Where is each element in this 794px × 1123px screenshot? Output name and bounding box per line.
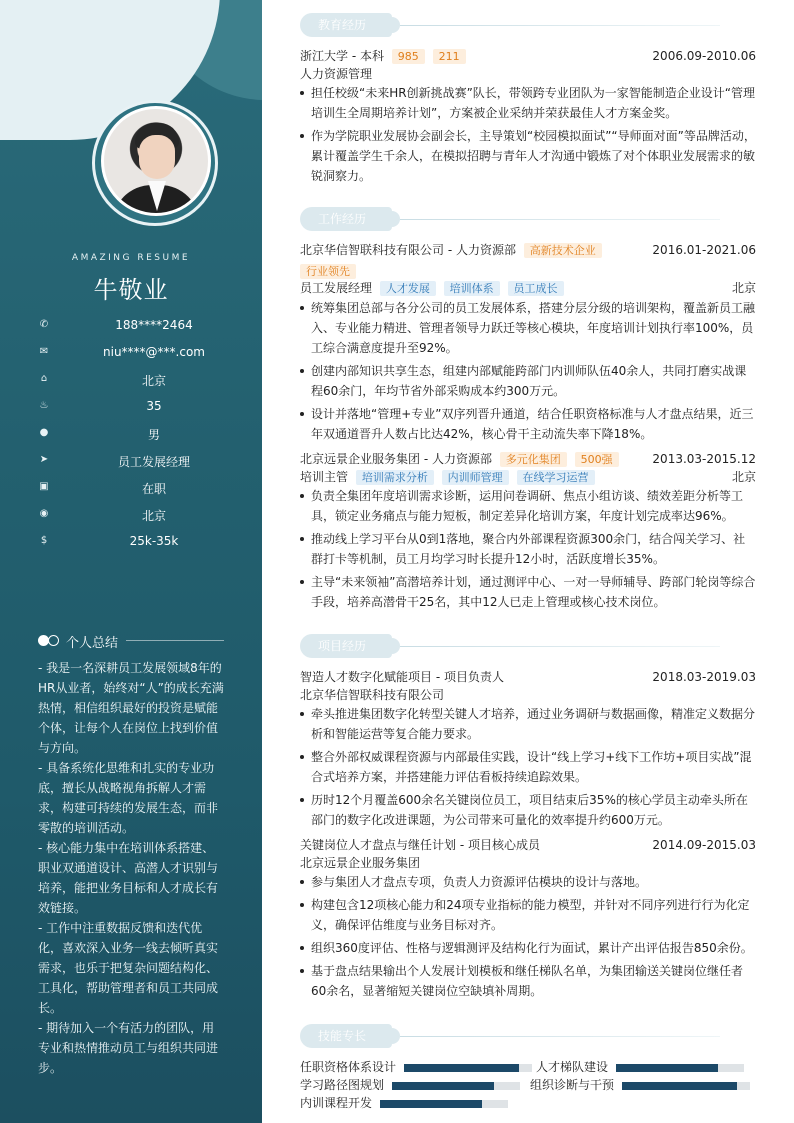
section-rule: [400, 1036, 720, 1037]
skill-bar-fill: [622, 1082, 737, 1090]
phone-value: 188****2464: [115, 318, 193, 332]
work-role-line: [300, 468, 756, 486]
home-icon: ⌂: [40, 373, 48, 384]
tag-badge: 培训需求分析: [356, 470, 434, 485]
project-title: 智造人才数字化赋能项目 - 项目负责人: [300, 670, 504, 684]
project-header: [300, 836, 756, 854]
role-title: 培训主管: [300, 470, 349, 484]
skill-name: 内训课程开发: [300, 1096, 373, 1110]
skill-item: [536, 1058, 608, 1076]
bullet-item: 牵头推进集团数字化转型关键人才培养，通过业务调研与数据画像，精准定义数据分析和智能运营等复合能力要求。: [300, 704, 756, 744]
work-period: 2016.01-2021.06: [652, 243, 756, 257]
project-header: [300, 668, 756, 686]
skill-name: 组织诊断与干预: [530, 1078, 615, 1092]
divider: [126, 640, 224, 641]
bullet-item: 统筹集团总部与各分公司的员工发展体系，搭建分层分级的培训架构，覆盖新员工融入、专业能力精进、管理者领导力跃迁等核心模块，年度培训计划执行率100%，员工综合满意度提升至92%。: [300, 298, 756, 358]
summary-title: 个人总结: [66, 636, 119, 651]
project-org-line: [300, 854, 756, 872]
work-period: 2013.03-2015.12: [652, 452, 756, 466]
work-city: 北京: [731, 470, 756, 484]
section-knob: [384, 17, 400, 33]
tag-badge: 在线学习运营: [517, 470, 595, 485]
position-value: 员工发展经理: [117, 455, 190, 469]
tag-badge: 员工成长: [508, 281, 564, 296]
skill-name: 人才梯队建设: [536, 1060, 609, 1074]
gender-value: 男: [147, 428, 160, 442]
info-row-email: [0, 343, 262, 370]
project-period: 2014.09-2015.03: [652, 838, 756, 852]
skill-bar: [404, 1064, 532, 1072]
education-period: 2006.09-2010.06: [652, 49, 756, 63]
section-knob: [384, 1028, 400, 1044]
candidate-name: 牛敬业: [93, 276, 169, 304]
bullet-item: 参与集团人才盘点专项，负责人力资源评估模块的设计与落地。: [300, 872, 756, 892]
email-value: niu****@***.com: [103, 345, 205, 359]
role-title: 员工发展经理: [300, 281, 373, 295]
bullet-item: 担任校级“未来HR创新挑战赛”队长，带领跨专业团队为一家智能制造企业设计“管理培训生全周期培养计划”，方案被企业采纳并荣获最佳人才方案金奖。: [300, 83, 756, 123]
section-heading-education: [300, 11, 720, 39]
email-icon: ✉: [39, 346, 49, 357]
work-header: [300, 241, 756, 259]
tag-badge: 培训体系: [444, 281, 500, 296]
project-org: 北京远景企业服务集团: [300, 856, 421, 870]
briefcase-icon: ▣: [39, 481, 49, 492]
avatar: [101, 106, 211, 216]
bullet-item: 推动线上学习平台从0到1落地，聚合内外部课程资源300余门，结合闯关学习、社群打卡等机制，员工月均学习时长提升12小时，活跃度增长35%。: [300, 529, 756, 569]
skill-bar: [616, 1064, 744, 1072]
section-title: 技能专长: [318, 1029, 367, 1043]
work-role-line: [300, 279, 756, 297]
company-name: 北京远景企业服务集团 - 人力资源部: [300, 452, 492, 466]
skill-item: [300, 1094, 372, 1112]
send-icon: ➤: [39, 454, 49, 465]
summary-paragraph: - 期待加入一个有活力的团队，用专业和热情推动员工与组织共同进步。: [38, 1021, 219, 1075]
work-company-line: [300, 450, 619, 468]
education-school-line: [300, 47, 466, 65]
skill-name: 学习路径图规划: [300, 1078, 385, 1092]
contact-info-list: [0, 316, 262, 559]
section-pill: [300, 634, 392, 658]
salary-value: 25k-35k: [129, 534, 179, 548]
info-row-position: [0, 451, 262, 478]
summary-dots-icon: [38, 635, 60, 647]
resume-tagline: AMAZING RESUME: [71, 253, 191, 263]
section-knob: [384, 638, 400, 654]
education-major-line: [300, 65, 756, 83]
section-title: 教育经历: [318, 18, 367, 32]
summary-paragraph: - 我是一名深耕员工发展领域8年的HR从业者，始终对“人”的成长充满热情，相信组织最好的投资是赋能个体，让每个人在岗位上找到价值与方向。: [38, 661, 224, 755]
skill-item: [300, 1076, 384, 1094]
location-icon: ◉: [39, 508, 49, 519]
skill-bar-fill: [380, 1100, 482, 1108]
skill-bar: [392, 1082, 520, 1090]
bullet-item: 整合外部权威课程资源与内部最佳实践，设计“线上学习+线下工作坊+项目实战”混合式培养方案，并搭建能力评估看板持续追踪效果。: [300, 747, 756, 787]
salary-icon: $: [40, 535, 48, 546]
bullet-item: 作为学院职业发展协会副会长，主导策划“校园模拟面试”“导师面对面”等品牌活动，累计覆盖学生千余人，在模拟招聘与青年人才沟通中锻炼了对个体职业发展需求的敏锐洞察力。: [300, 126, 756, 186]
skill-bar-fill: [392, 1082, 494, 1090]
cake-icon: ♨: [39, 400, 49, 411]
work-company-line: [300, 241, 602, 259]
company-name: 北京华信智联科技有限公司 - 人力资源部: [300, 243, 516, 257]
sidebar: [0, 0, 262, 1123]
education-major: 人力资源管理: [300, 67, 373, 81]
tag-badge: 多元化集团: [500, 452, 567, 467]
education-header: [300, 47, 756, 65]
bullet-item: 设计并落地“管理+专业”双序列晋升通道，结合任职资格标准与人才盘点结果，近三年双通道晋升人数占比达42%，核心骨干主动流失率下降18%。: [300, 404, 756, 444]
section-pill: [300, 207, 392, 231]
section-rule: [400, 219, 720, 220]
section-heading-work: [300, 205, 720, 233]
info-row-location: [0, 505, 262, 532]
section-rule: [400, 646, 720, 647]
work-extra-tags: [300, 262, 756, 280]
section-heading-skills: [300, 1022, 720, 1050]
summary-paragraph: - 具备系统化思维和扎实的专业功底，擅长从战略视角拆解人才需求，构建可持续的发展生态，而非零散的培训活动。: [38, 761, 219, 835]
status-value: 在职: [141, 482, 166, 496]
project-title: 关键岗位人才盘点与继任计划 - 项目核心成员: [300, 838, 540, 852]
skill-item: [530, 1076, 614, 1094]
age-value: 35: [146, 399, 162, 413]
tag-badge: 500强: [575, 452, 619, 467]
gender-icon: ●: [39, 427, 49, 438]
section-title: 项目经历: [318, 639, 367, 653]
bullet-item: 创建内部知识共享生态，组建内部赋能跨部门内训师队伍40余人，共同打磨实战课程60余门，年均节省外部采购成本约300万元。: [300, 361, 756, 401]
location-value: 北京: [141, 509, 166, 523]
project-org: 北京华信智联科技有限公司: [300, 688, 445, 702]
section-title: 工作经历: [318, 212, 367, 226]
section-pill: [300, 1024, 392, 1048]
skill-name: 任职资格体系设计: [300, 1060, 397, 1074]
tag-badge: 高新技术企业: [524, 243, 602, 258]
tag-badge: 行业领先: [300, 264, 356, 279]
skill-bar-fill: [616, 1064, 718, 1072]
work-header: [300, 450, 756, 468]
info-row-hometown: [0, 370, 262, 397]
bullet-item: 构建包含12项核心能力和24项专业指标的能力模型，并针对不同序列进行行为化定义，确保评估维度与业务目标对齐。: [300, 895, 756, 935]
project-org-line: [300, 686, 756, 704]
tag-badge: 人才发展: [380, 281, 436, 296]
work-bullets: [300, 486, 756, 615]
project-period: 2018.03-2019.03: [652, 670, 756, 684]
tag-badge: 211: [433, 49, 466, 64]
bullet-item: 基于盘点结果输出个人发展计划模板和继任梯队名单，为集团输送关键岗位继任者60余名，显著缩短关键岗位空缺填补周期。: [300, 961, 756, 1001]
summary-paragraph: - 工作中注重数据反馈和迭代优化，喜欢深入业务一线去倾听真实需求，也乐于把复杂问题结构化、工具化，帮助管理者和员工共同成长。: [38, 921, 219, 1015]
summary-text: [38, 658, 224, 1078]
skill-bar: [380, 1100, 508, 1108]
bullet-item: 负责全集团年度培训需求诊断，运用问卷调研、焦点小组访谈、绩效差距分析等工具，锁定业务痛点与能力短板，制定差异化培训方案，年度计划完成率达96%。: [300, 486, 756, 526]
work-bullets: [300, 298, 756, 447]
hometown-value: 北京: [141, 374, 166, 388]
section-knob: [384, 211, 400, 227]
info-row-phone: [0, 316, 262, 343]
section-rule: [400, 25, 720, 26]
skill-item: [300, 1058, 396, 1076]
bullet-item: 历时12个月覆盖600余名关键岗位员工，项目结束后35%的核心学员主动牵头所在部门的数字化改进课题，为公司带来可量化的效率提升约600万元。: [300, 790, 756, 830]
info-row-gender: [0, 424, 262, 451]
section-heading-project: [300, 632, 720, 660]
skill-bar-fill: [404, 1064, 519, 1072]
bullet-item: 主导“未来领袖”高潜培养计划，通过测评中心、一对一导师辅导、跨部门轮岗等综合手段，培养高潜骨干25名，其中12人已走上管理或核心技术岗位。: [300, 572, 756, 612]
bullet-item: 组织360度评估、性格与逻辑测评及结构化行为面试，累计产出评估报告850余份。: [300, 938, 756, 958]
school-name: 浙江大学 - 本科: [300, 49, 384, 63]
tag-badge: 985: [392, 49, 425, 64]
info-row-status: [0, 478, 262, 505]
info-row-salary: [0, 532, 262, 559]
education-bullets: [300, 83, 756, 189]
project-bullets: [300, 872, 756, 1004]
phone-icon: ✆: [39, 319, 49, 330]
summary-paragraph: - 核心能力集中在培训体系搭建、职业双通道设计、高潜人才识别与培养，能把业务目标和人才成长有效链接。: [38, 841, 219, 915]
skill-bar: [622, 1082, 750, 1090]
section-pill: [300, 13, 392, 37]
project-bullets: [300, 704, 756, 833]
tag-badge: 内训师管理: [442, 470, 509, 485]
work-city: 北京: [731, 281, 756, 295]
summary-heading: [38, 631, 228, 651]
info-row-age: [0, 397, 262, 424]
